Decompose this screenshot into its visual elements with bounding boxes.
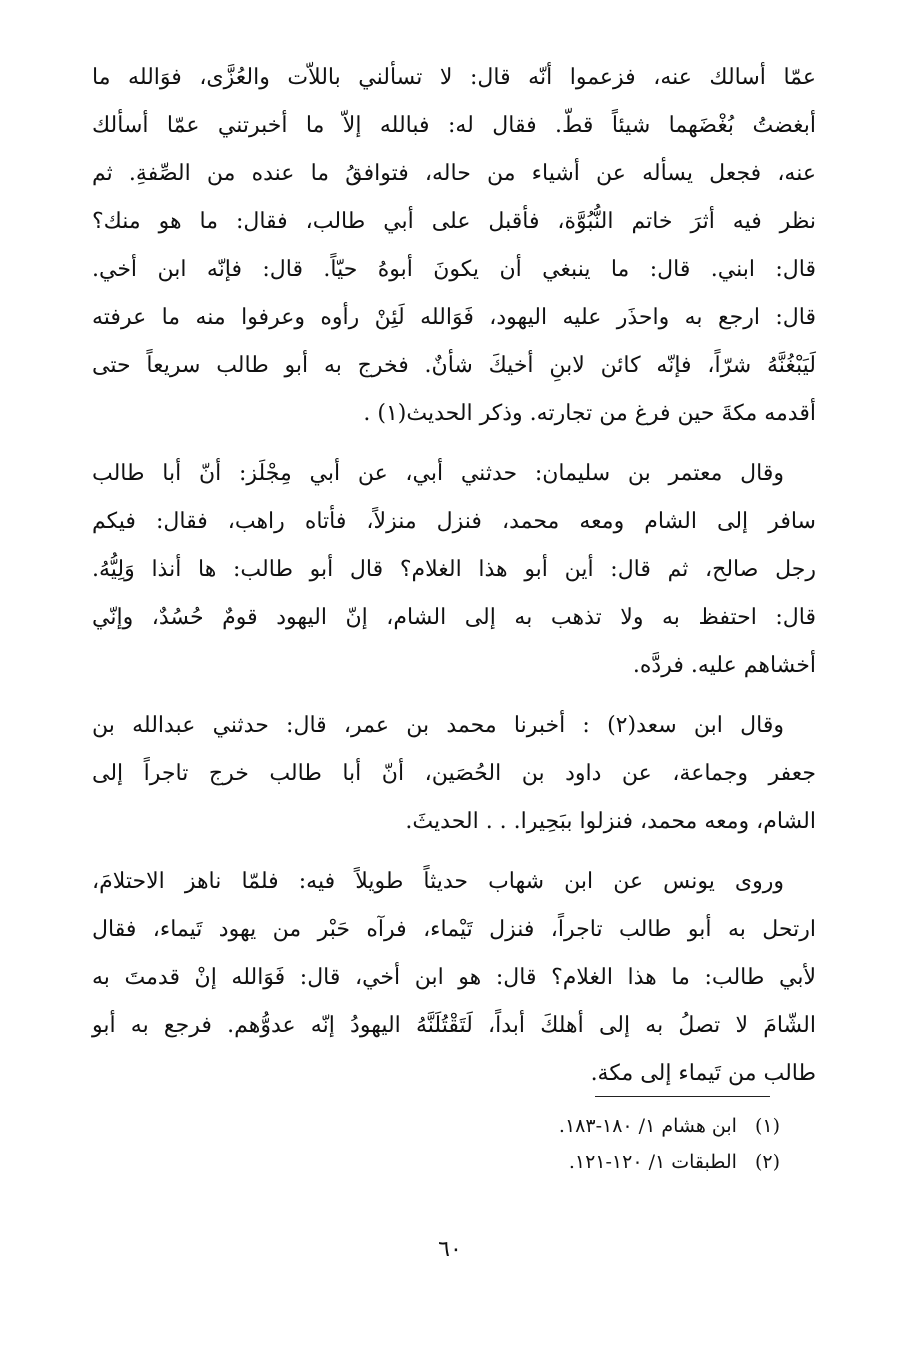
text-line: أقدمه مكةَ حين فرغ من تجارته. وذكر الحديث(١) .	[363, 401, 816, 426]
text-line: قال: احتفظ به ولا تذهب به إلى الشام، إنّ اليهود قومٌ حُسُدٌ، وإنّي	[92, 605, 816, 630]
page-number: ٦٠	[438, 1237, 462, 1262]
footnote-text: ابن هشام ١/ ١٨٠-١٨٣.	[558, 1115, 737, 1137]
text-line: أخشاهم عليه. فردَّه.	[632, 653, 816, 678]
text-line: الشّامَ لا تصلُ به إلى أهلكَ أبداً، لَتَقْتُلَنَّهُ اليهودُ إنّه عدوُّهم. فرجع به أبو	[92, 1013, 816, 1038]
body-text	[92, 54, 816, 1110]
footnote-2	[420, 1144, 780, 1180]
text-line: جعفر وجماعة، عن داود بن الحُصَين، أنّ أبا طالب خرج تاجراً إلى	[92, 761, 816, 786]
footnote-divider	[595, 1096, 770, 1097]
paragraph-4	[92, 858, 816, 1098]
text-line: ارتحل به أبو طالب تاجراً، فنزل تَيْماء، فرآه حَبْر من يهود تَيماء، فقال	[92, 917, 816, 942]
footnotes	[420, 1108, 780, 1180]
text-line: وقال ابن سعد(٢) : أخبرنا محمد بن عمر، قال: حدثني عبدالله بن	[92, 713, 784, 738]
text-line: نظر فيه أثرَ خاتم النُّبُوَّة، فأقبل على أبي طالب، فقال: ما هو منك؟	[92, 209, 816, 234]
text-line: أبغضتُ بُغْضَهما شيئاً قطّ. فقال له: فبالله إلاّ ما أخبرتني عمّا أسألك	[92, 113, 816, 138]
text-line: قال: ابني. قال: ما ينبغي أن يكونَ أبوهُ حيّاً. قال: فإنّه ابن أخي.	[92, 257, 816, 282]
paragraph-1	[92, 54, 816, 438]
footnote-number: (٢)	[754, 1151, 780, 1173]
footnote-1	[420, 1108, 780, 1144]
text-line: سافر إلى الشام ومعه محمد، فنزل منزلاً، فأتاه راهب، فقال: فيكم	[92, 509, 816, 534]
paragraph-2	[92, 450, 816, 690]
paragraph-3	[92, 702, 816, 846]
text-line: طالب من تَيماء إلى مكة.	[590, 1061, 816, 1086]
text-line: لَيَبْغُنَّهُ شرّاً، فإنّه كائن لابنِ أخيكَ شأنٌ. فخرج به أبو طالب سريعاً حتى	[92, 353, 816, 378]
text-line: قال: ارجع به واحذَر عليه اليهود، فَوَالله لَئِنْ رأوه وعرفوا منه ما عرفته	[92, 305, 816, 330]
text-line: الشام، ومعه محمد، فنزلوا ببَحِيرا. . . الحديثَ.	[405, 809, 816, 834]
footnote-text: الطبقات ١/ ١٢٠-١٢١.	[568, 1151, 737, 1173]
text-line: عنه، فجعل يسأله عن أشياء من حاله، فتوافقُ ما عنده من الصِّفةِ. ثم	[92, 161, 816, 186]
text-line: رجل صالح، ثم قال: أين أبو هذا الغلام؟ قال أبو طالب: ها أنذا وَلِيُّهُ.	[92, 557, 817, 582]
text-line: عمّا أسالك عنه، فزعموا أنّه قال: لا تسألني باللاّت والعُزَّى، فوَالله ما	[92, 65, 816, 90]
text-line: وروى يونس عن ابن شهاب حديثاً طويلاً فيه: فلمّا ناهز الاحتلامَ،	[92, 869, 784, 894]
text-line: وقال معتمر بن سليمان: حدثني أبي، عن أبي مِجْلَز: أنّ أبا طالب	[92, 461, 784, 486]
footnote-number: (١)	[754, 1115, 780, 1137]
text-line: لأبي طالب: ما هذا الغلام؟ قال: هو ابن أخي، قال: فَوَالله إنْ قدمتَ به	[92, 965, 816, 990]
